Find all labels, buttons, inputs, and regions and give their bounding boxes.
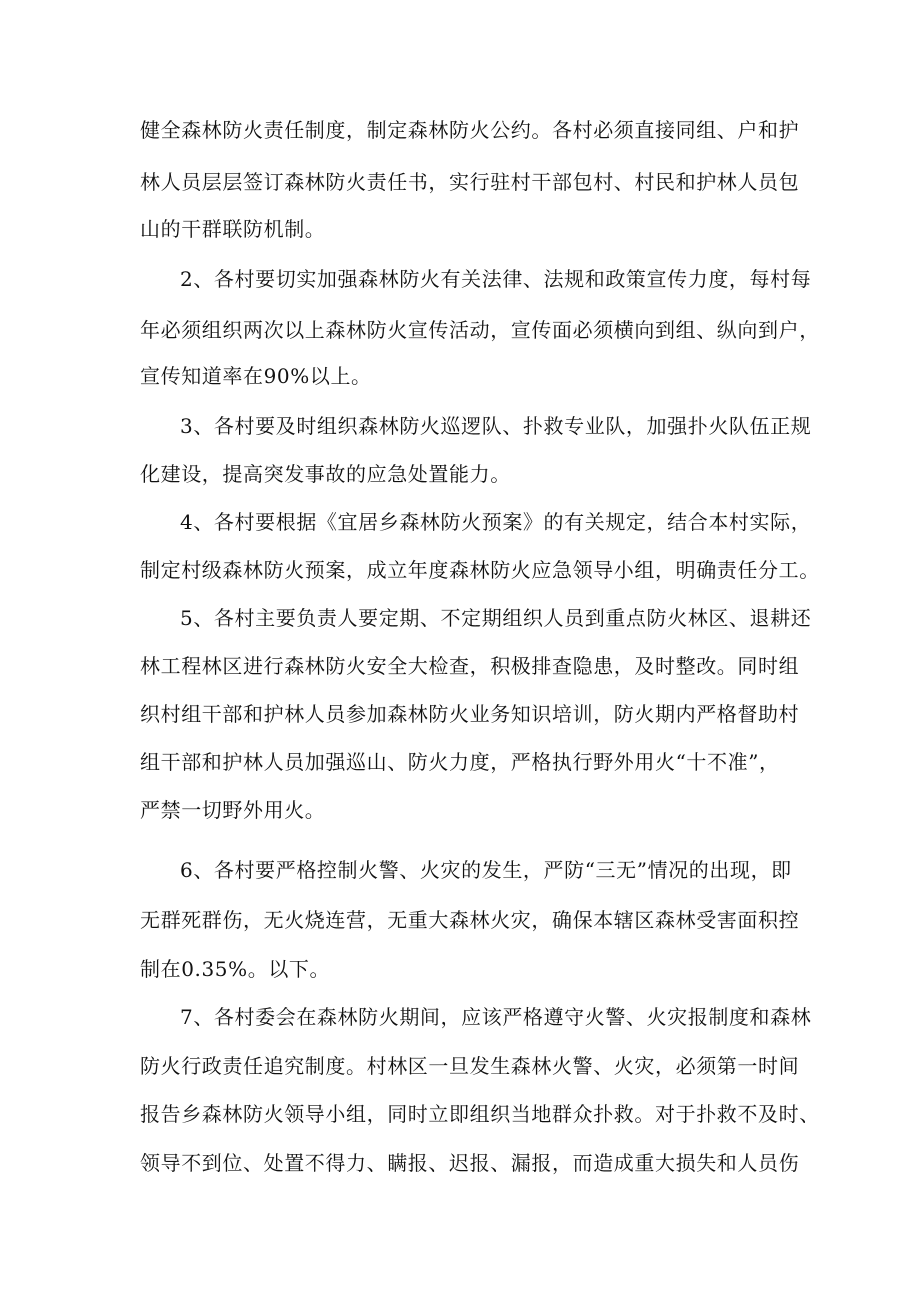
text-line: 林工程林区进行森林防火安全大检查，积极排查隐患，及时整改。同时组 bbox=[140, 654, 800, 678]
text-line: 织村组干部和护林人员参加森林防火业务知识培训，防火期内严格督助村 bbox=[140, 702, 800, 726]
text-line: 制在0.35%。以下。 bbox=[140, 957, 331, 981]
paragraph-5-line: 5、各村主要负责人要定期、不定期组织人员到重点防火林区、退耕还 bbox=[180, 606, 812, 630]
paragraph-6-line: 6、各村要严格控制火警、火灾的发生，严防“三无”情况的出现，即 bbox=[180, 858, 792, 882]
text-line: 防火行政责任追究制度。村林区一旦发生森林火警、火灾，必须第一时间 bbox=[140, 1054, 800, 1078]
text-line: 化建设，提高突发事故的应急处置能力。 bbox=[140, 462, 511, 486]
text-line: 组干部和护林人员加强巡山、防火力度，严格执行野外用火“十不准”， bbox=[140, 750, 780, 774]
paragraph-7-line: 7、各村委会在森林防火期间，应该严格遵守火警、火灾报制度和森林 bbox=[180, 1005, 812, 1029]
text-line: 无群死群伤，无火烧连营，无重大森林火灾，确保本辖区森林受害面积控 bbox=[140, 908, 800, 932]
text-line: 山的干群联防机制。 bbox=[140, 217, 326, 241]
text-line: 林人员层层签订森林防火责任书，实行驻村干部包村、村民和护林人员包 bbox=[140, 170, 800, 194]
text-line: 健全森林防火责任制度，制定森林防火公约。各村必须直接同组、户和护 bbox=[140, 118, 800, 142]
paragraph-2-line: 2、各村要切实加强森林防火有关法律、法规和政策宣传力度，每村每 bbox=[180, 267, 812, 291]
paragraph-3-line: 3、各村要及时组织森林防火巡逻队、扑救专业队，加强扑火队伍正规 bbox=[180, 414, 812, 438]
text-line: 严禁一切野外用火。 bbox=[140, 798, 326, 822]
text-line: 年必须组织两次以上森林防火宣传活动，宣传面必须横向到组、纵向到户， bbox=[140, 318, 820, 342]
text-line: 制定村级森林防火预案，成立年度森林防火应急领导小组，明确责任分工。 bbox=[140, 558, 820, 582]
text-line: 宣传知道率在90%以上。 bbox=[140, 364, 372, 388]
text-line: 报告乡森林防火领导小组，同时立即组织当地群众扑救。对于扑救不及时、 bbox=[140, 1102, 820, 1126]
paragraph-4-line: 4、各村要根据《宜居乡森林防火预案》的有关规定，结合本村实际， bbox=[180, 510, 812, 534]
text-line: 领导不到位、处置不得力、瞒报、迟报、漏报，而造成重大损失和人员伤 bbox=[140, 1151, 800, 1175]
